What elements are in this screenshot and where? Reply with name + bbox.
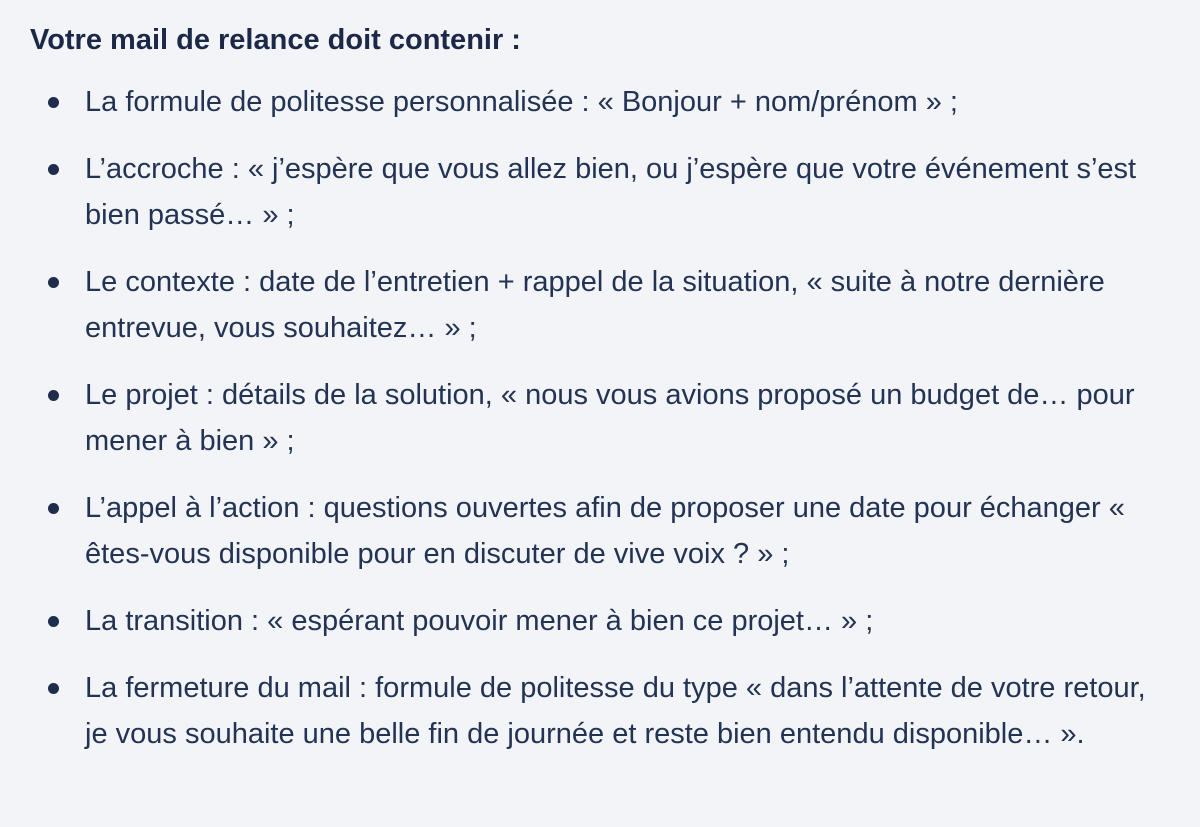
section-heading: Votre mail de relance doit contenir : — [30, 24, 521, 56]
bullet-icon — [48, 164, 59, 175]
bullet-icon — [48, 683, 59, 694]
bullet-icon — [48, 616, 59, 627]
bullet-icon — [48, 503, 59, 514]
list-item-hook — [30, 146, 1160, 238]
bullet-icon — [48, 390, 59, 401]
list-item-context — [30, 259, 1160, 351]
list-item-text: Le contexte : date de l’entretien + rappel de la situation, « suite à notre dernière entrevue, vous souhaitez… » ; — [85, 266, 1105, 344]
list-item-text: L’appel à l’action : questions ouvertes afin de proposer une date pour échanger « êtes-vous disponible pour en discuter de vive voix ? » ; — [85, 492, 1125, 570]
list-item-project — [30, 372, 1160, 464]
bullet-icon — [48, 97, 59, 108]
list-item-text: La formule de politesse personnalisée : « Bonjour + nom/prénom » ; — [85, 86, 958, 118]
list-item-transition — [30, 598, 1160, 644]
list-item-text: La transition : « espérant pouvoir mener à bien ce projet… » ; — [85, 605, 874, 637]
bullet-icon — [48, 277, 59, 288]
list-item-closing — [30, 665, 1160, 757]
list-item-call-to-action — [30, 485, 1160, 577]
list-item-text: La fermeture du mail : formule de politesse du type « dans l’attente de votre retour, je vous souhaite une belle fin de journée et reste bien entendu disponible… ». — [85, 672, 1146, 750]
requirements-list — [30, 79, 1160, 757]
list-item-text: Le projet : détails de la solution, « nous vous avions proposé un budget de… pour mener à bien » ; — [85, 379, 1135, 457]
list-item-greeting — [30, 79, 1160, 125]
list-item-text: L’accroche : « j’espère que vous allez bien, ou j’espère que votre événement s’est bien passé… » ; — [85, 153, 1137, 231]
